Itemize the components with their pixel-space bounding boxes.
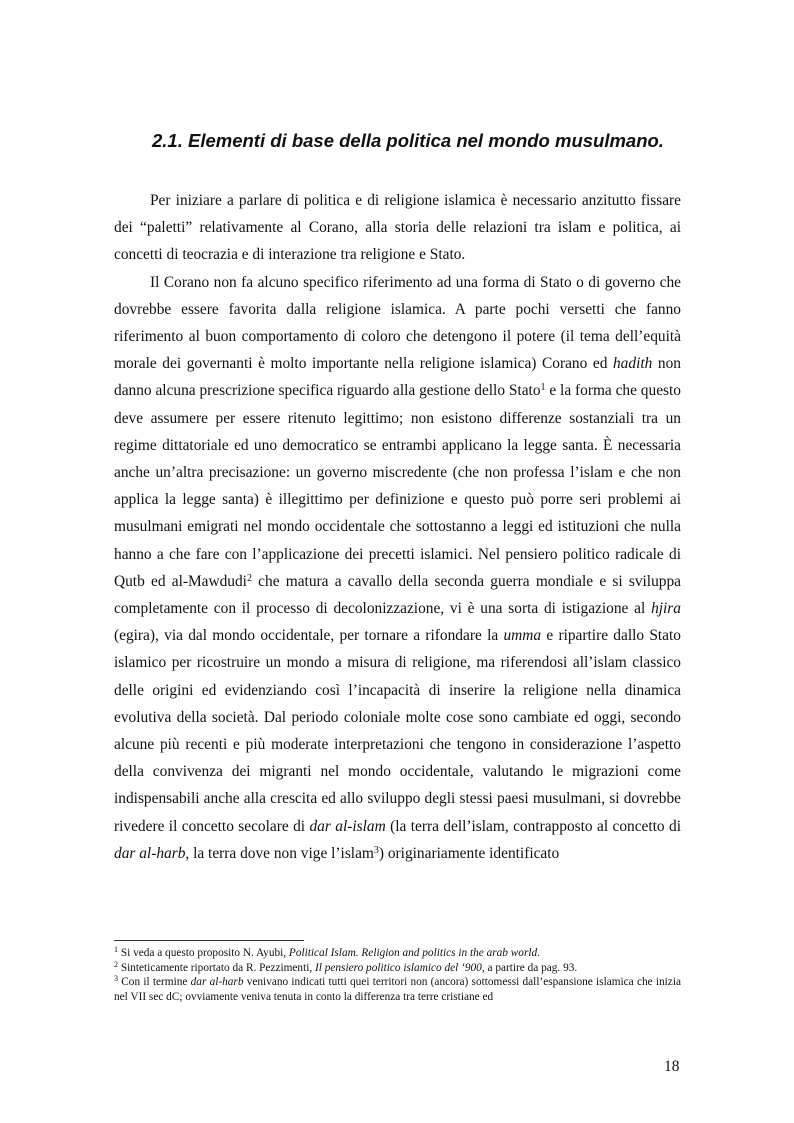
text-run: , la terra dove non vige l’islam — [185, 844, 374, 862]
text-run: non danno alcuna prescrizione specifica riguardo alla gestione dello Stato — [114, 355, 681, 400]
footnotes — [114, 946, 681, 1004]
term-hadith: hadith — [612, 355, 653, 373]
footnote-1 — [114, 946, 681, 961]
footnote-text: , a partire da pag. 93. — [481, 961, 578, 974]
footnote-text: venivano indicati tutti quei territori non (ancora) sottomessi dall’espansione islamica che inizia nel VII sec dC; ovviamente veniva tenuta in conto la differenza tra terre cristiane ed — [114, 976, 681, 1003]
body-text — [114, 187, 681, 867]
footnote-title: dar al-harb — [190, 976, 244, 988]
footnote-title: Political Islam. Religion and politics in the arab world — [288, 947, 538, 959]
footnote-text: Con il termine — [118, 976, 191, 988]
text-run: Il Corano non fa alcuno specifico riferimento ad una forma di Stato o di governo che dovrebbe essere favorita dalla religione islamica. A parte pochi versetti che fanno riferimento al buon comportamento di coloro che detengono il potere (il tema dell’equità morale dei governanti è molto importante nella religione islamica) Corano ed — [114, 273, 681, 373]
page-number: 18 — [664, 1058, 680, 1075]
footnote-ref-1: 1 — [540, 382, 546, 394]
paragraph-2 — [114, 269, 681, 867]
footnote-number: 3 — [114, 974, 118, 983]
text-run: ) originariamente identificato — [378, 844, 560, 862]
paragraph-1: Per iniziare a parlare di politica e di religione islamica è necessario anzitutto fissare dei “paletti” relativamente al Corano, alla storia delle relazioni tra islam e politica, ai concetti di teocrazia e di interazione tra religione e Stato. — [114, 192, 681, 264]
footnote-number: 2 — [114, 959, 118, 969]
footnote-divider — [114, 940, 304, 941]
term-dar-al-islam: dar al-islam — [309, 817, 386, 835]
term-hjira: hjira — [651, 600, 681, 618]
text-run: e ripartire dallo Stato islamico per ricostruire un mondo a misura di religione, ma riferendosi all’islam classico delle origini ed evidenziando così l’incapacità di inserire la religione nella dinamica evolutiva della società. Dal periodo coloniale molte cose sono cambiate ed oggi, secondo alcune più recenti e più moderate interpretazioni che tengono in considerazione l’aspetto della convivenza dei migranti nel mondo occidentale, valutando le migrazioni come indispensabili anche alla crescita ed allo sviluppo degli stessi paesi musulmani, si dovrebbe rivedere il concetto secolare di — [114, 627, 681, 835]
term-umma: umma — [503, 627, 542, 645]
footnote-text: Si veda a questo proposito N. Ayubi, — [118, 947, 289, 959]
text-run: e la forma che questo deve assumere per essere ritenuto legittimo; non esistono differenze sostanziali tra un regime dittatoriale ed uno democratico se entrambi applicano la legge santa. È necessaria anche un’altra precisazione: un governo miscredente (che non professa l’islam e che non applica la legge santa) è illegittimo per definizione e questo può porre seri problemi ai musulmani emigrati nel mondo occidentale che sottostanno a leggi ed istituzioni che nulla hanno a che fare con l’applicazione dei precetti islamici. Nel pensiero politico radicale di Qutb ed al-Mawdudi — [114, 382, 681, 590]
footnote-number: 1 — [114, 945, 118, 954]
footnote-ref-3: 3 — [373, 844, 379, 856]
footnote-ref-2: 2 — [246, 572, 252, 584]
footnote-2 — [114, 961, 681, 976]
text-run: (egira), via dal mondo occidentale, per tornare a rifondare la — [114, 627, 504, 645]
footnote-text: . — [537, 947, 540, 959]
section-heading: 2.1. Elementi di base della politica nel mondo musulmano. — [152, 130, 664, 151]
text-run: (la terra dell’islam, contrapposto al concetto di — [385, 817, 681, 835]
footnote-3 — [114, 975, 681, 1004]
text-run: che matura a cavallo della seconda guerra mondiale e si sviluppa completamente con il processo di decolonizzazione, vi è una sorta di istigazione al — [114, 572, 681, 618]
footnote-text: Sinteticamente riportato da R. Pezzimenti, — [118, 961, 316, 974]
footnote-title: Il pensiero politico islamico del ‘900 — [315, 961, 482, 974]
term-dar-al-harb: dar al-harb — [114, 844, 186, 862]
